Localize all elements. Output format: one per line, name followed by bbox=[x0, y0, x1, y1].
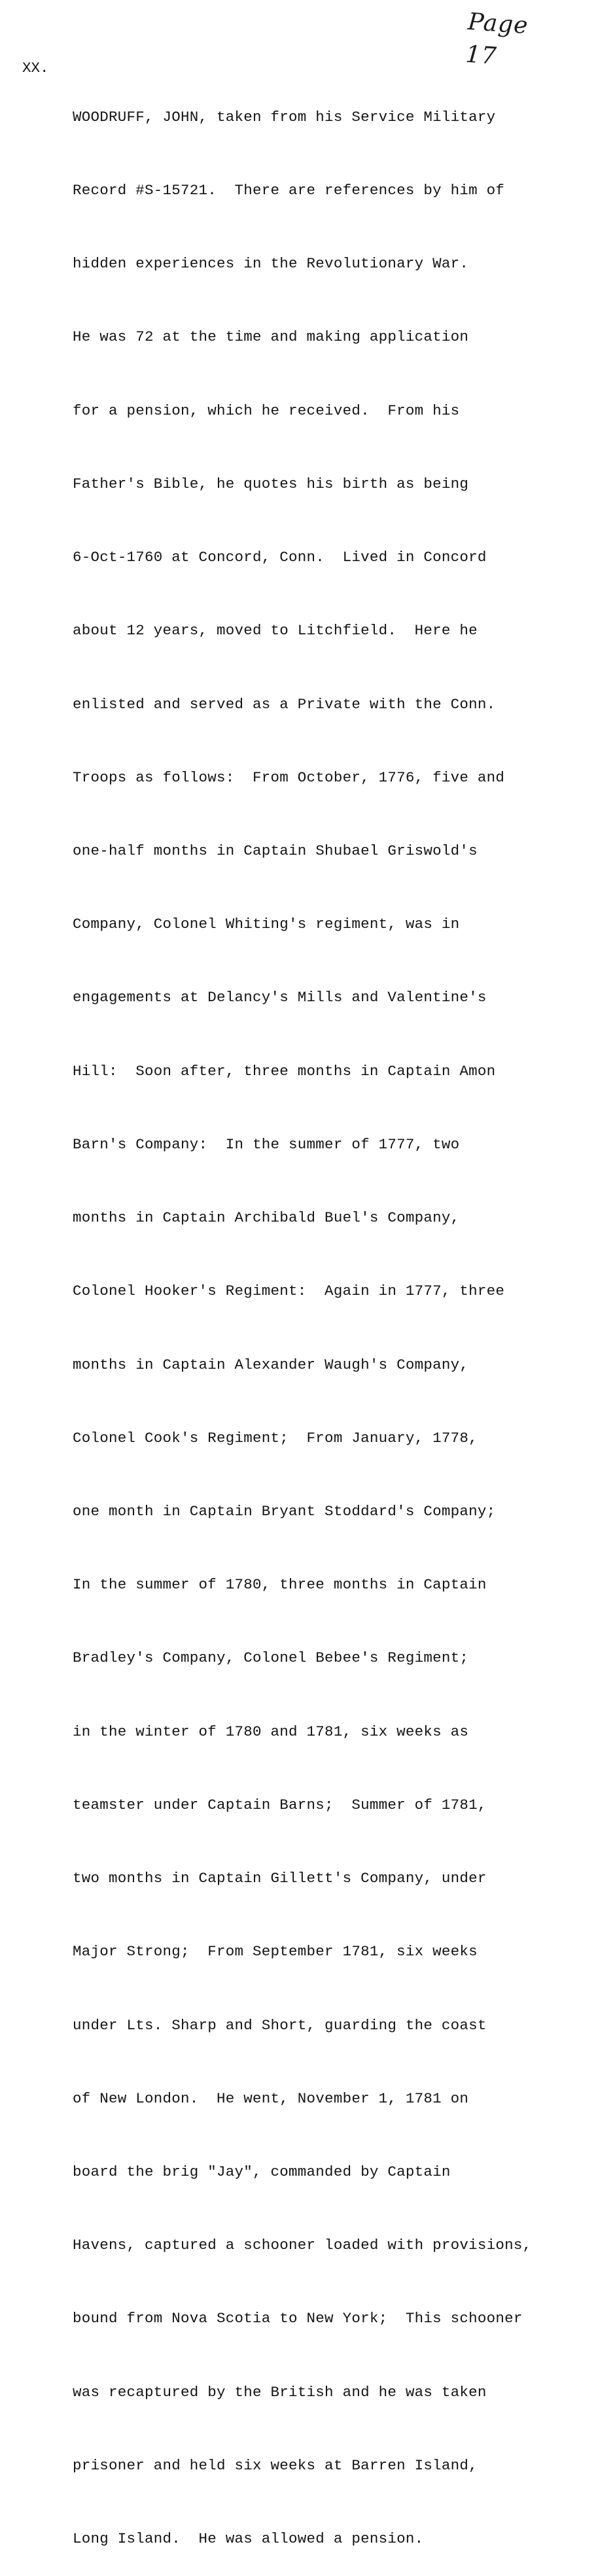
text-line: Colonel Hooker's Regiment: Again in 1777, three bbox=[73, 1282, 505, 1300]
text-line: Major Strong; From September 1781, six weeks bbox=[73, 1943, 478, 1961]
text-line: in the winter of 1780 and 1781, six weeks as bbox=[73, 1723, 469, 1740]
text-line: for a pension, which he received. From his bbox=[73, 402, 460, 419]
text-line: Havens, captured a schooner loaded with provisions, bbox=[73, 2237, 532, 2254]
entry-text bbox=[73, 56, 531, 2576]
text-line: two months in Captain Gillett's Company, under bbox=[73, 1870, 487, 1887]
text-line: WOODRUFF, JOHN, taken from his Service Military bbox=[73, 108, 496, 126]
text-line: He was 72 at the time and making application bbox=[73, 328, 469, 346]
text-line: Troops as follows: From October, 1776, five and bbox=[73, 768, 505, 786]
text-line: Father's Bible, he quotes his birth as being bbox=[73, 475, 469, 492]
text-line: Company, Colonel Whiting's regiment, was in bbox=[73, 916, 460, 933]
text-line: about 12 years, moved to Litchfield. Here he bbox=[73, 622, 478, 640]
text-line: was recaptured by the British and he was taken bbox=[73, 2383, 487, 2401]
text-line: teamster under Captain Barns; Summer of 1781, bbox=[73, 1796, 487, 1813]
text-line: 6-Oct-1760 at Concord, Conn. Lived in Concord bbox=[73, 549, 487, 566]
handwritten-page-number: Page 17 bbox=[465, 8, 529, 70]
text-line: under Lts. Sharp and Short, guarding the coast bbox=[73, 2016, 487, 2034]
text-line: one month in Captain Bryant Stoddard's Company; bbox=[73, 1502, 496, 1520]
text-line: one-half months in Captain Shubael Griswold's bbox=[73, 842, 478, 859]
text-line: hidden experiences in the Revolutionary War. bbox=[73, 255, 469, 273]
text-line: months in Captain Archibald Buel's Company, bbox=[73, 1209, 460, 1227]
text-line: Barn's Company: In the summer of 1777, two bbox=[73, 1135, 460, 1153]
text-line: enlisted and served as a Private with the Conn. bbox=[73, 695, 496, 713]
text-line: Record #S-15721. There are references by him of bbox=[73, 182, 505, 199]
text-line: prisoner and held six weeks at Barren Island, bbox=[73, 2456, 478, 2474]
text-line: engagements at Delancy's Mills and Valentine's bbox=[73, 989, 487, 1006]
entry-number: XX. bbox=[22, 60, 49, 77]
text-line: board the brig "Jay", commanded by Captain bbox=[73, 2163, 451, 2180]
text-line: Bradley's Company, Colonel Bebee's Regiment; bbox=[73, 1649, 469, 1667]
text-line: Colonel Cook's Regiment; From January, 1778, bbox=[73, 1429, 478, 1447]
text-line: of New London. He went, November 1, 1781 on bbox=[73, 2089, 469, 2107]
text-line: In the summer of 1780, three months in Captain bbox=[73, 1576, 487, 1594]
text-line: Hill: Soon after, three months in Captain Amon bbox=[73, 1062, 496, 1080]
text-line: months in Captain Alexander Waugh's Company, bbox=[73, 1356, 469, 1373]
text-line: Long Island. He was allowed a pension. bbox=[73, 2530, 424, 2548]
text-line: bound from Nova Scotia to New York; This schooner bbox=[73, 2310, 523, 2327]
